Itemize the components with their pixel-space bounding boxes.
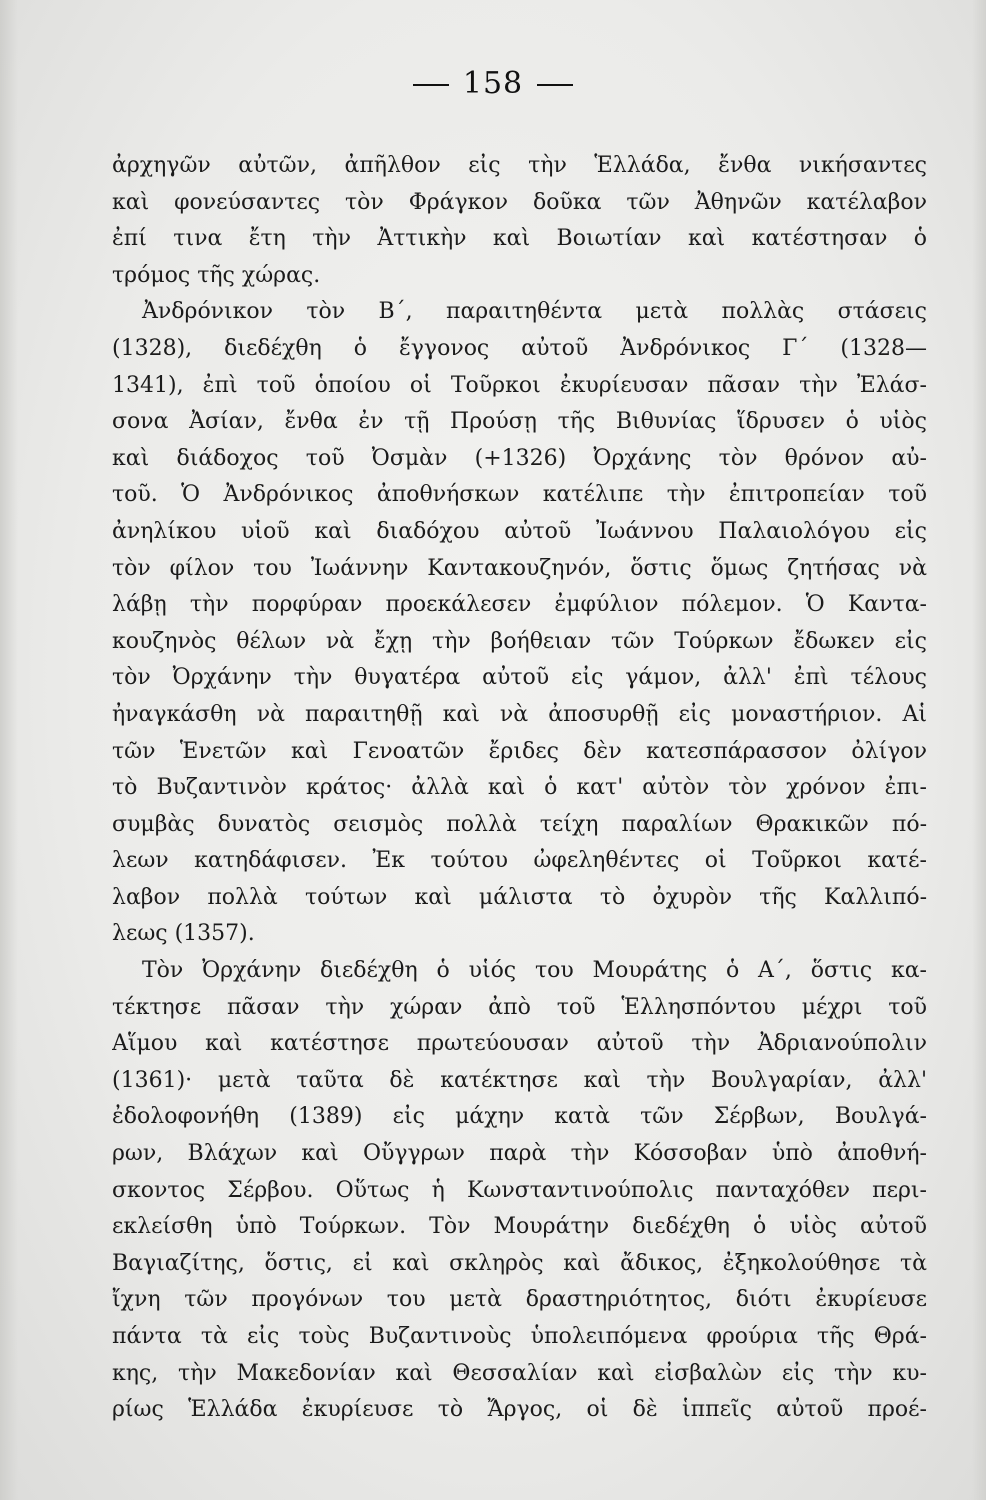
text-line: τὸν Ὀρχάνην τὴν θυγατέρα αὐτοῦ εἰς γάμον, ἀλλ' ἐπὶ τέλους xyxy=(112,665,927,691)
text-line: τέκτησε πᾶσαν τὴν χώραν ἀπὸ τοῦ Ἑλλησπόντου μέχρι τοῦ xyxy=(112,994,927,1020)
text-line: λεως (1357). xyxy=(112,921,255,947)
text-line: κουζηνὸς θέλων νὰ ἔχῃ τὴν βοήθειαν τῶν Τούρκων ἔδωκεν εἰς xyxy=(112,628,927,654)
header-left-dash xyxy=(413,84,449,86)
text-line: ἀρχηγῶν αὐτῶν, ἀπῆλθον εἰς τὴν Ἑλλάδα, ἔνθα νικήσαντες xyxy=(112,153,927,178)
text-line: Τὸν Ὀρχάνην διεδέχθη ὁ υἱός του Μουράτης ὁ Α΄, ὅστις κα- xyxy=(142,958,927,984)
text-line: (1361)· μετὰ ταῦτα δὲ κατέκτησε καὶ τὴν Βουλγαρίαν, ἀλλ' xyxy=(112,1067,927,1093)
text-line: τοῦ. Ὁ Ἀνδρόνικος ἀποθνήσκων κατέλιπε τὴν ἐπιτροπείαν τοῦ xyxy=(112,482,927,508)
text-line: σκοντος Σέρβου. Οὕτως ἡ Κωνσταντινούπολις πανταχόθεν περι- xyxy=(112,1177,927,1203)
text-line: ἀνηλίκου υἱοῦ καὶ διαδόχου αὐτοῦ Ἰωάννου Παλαιολόγου εἰς xyxy=(112,518,927,544)
text-line: Βαγιαζίτης, ὅστις, εἰ καὶ σκληρὸς καὶ ἄδικος, ἐξηκολούθησε τὰ xyxy=(112,1250,927,1276)
page-number: 158 xyxy=(462,66,524,101)
header-right-dash xyxy=(537,84,573,86)
text-line: σονα Ἀσίαν, ἔνθα ἐν τῇ Προύσῃ τῆς Βιθυνίας ἵδρυσεν ὁ υἱὸς xyxy=(112,409,927,435)
text-line: κης, τὴν Μακεδονίαν καὶ Θεσσαλίαν καὶ εἰσβαλὼν εἰς τὴν κυ- xyxy=(112,1360,927,1386)
text-line: ἴχνη τῶν προγόνων του μετὰ δραστηριότητος, διότι ἐκυρίευσε xyxy=(112,1287,927,1313)
text-line: τὸν φίλον του Ἰωάννην Καντακουζηνόν, ὅστις ὅμως ζητήσας νὰ xyxy=(112,555,927,581)
text-line: Αἵμου καὶ κατέστησε πρωτεύουσαν αὐτοῦ τὴν Ἀδριανούπολιν xyxy=(112,1031,927,1057)
text-line: λαβον πολλὰ τούτων καὶ μάλιστα τὸ ὀχυρὸν τῆς Καλλιπό- xyxy=(112,884,927,910)
text-line: Ἀνδρόνικον τὸν Β΄, παραιτηθέντα μετὰ πολλὰς στάσεις xyxy=(142,299,927,325)
page-number-header xyxy=(0,66,986,101)
text-line: καὶ διάδοχος τοῦ Ὀσμὰν (+1326) Ὀρχάνης τὸν θρόνον αὐ- xyxy=(112,445,927,471)
page-right-edge-shadow xyxy=(972,0,986,1500)
text-line: (1328), διεδέχθη ὁ ἔγγονος αὐτοῦ Ἀνδρόνικος Γ΄ (1328— xyxy=(112,335,927,361)
text-line: συμβὰς δυνατὸς σεισμὸς πολλὰ τείχη παραλίων Θρακικῶν πό- xyxy=(112,811,927,837)
text-line: πάντα τὰ εἰς τοὺς Βυζαντινοὺς ὑπολειπόμενα φρούρια τῆς Θρά- xyxy=(112,1324,927,1349)
body-text xyxy=(112,148,927,1429)
text-line: 1341), ἐπὶ τοῦ ὁποίου οἱ Τοῦρκοι ἐκυρίευσαν πᾶσαν τὴν Ἐλάσ- xyxy=(112,372,927,398)
page-left-edge-shadow xyxy=(0,0,18,1500)
text-line: τρόμος τῆς χώρας. xyxy=(112,262,321,288)
text-line: τὸ Βυζαντινὸν κράτος· ἀλλὰ καὶ ὁ κατ' αὐτὸν τὸν χρόνον ἐπι- xyxy=(112,775,927,801)
text-line: τῶν Ἑνετῶν καὶ Γενοατῶν ἔριδες δὲν κατεσπάρασσον ὀλίγον xyxy=(112,738,927,764)
text-line: λεων κατηδάφισεν. Ἐκ τούτου ὠφεληθέντες οἱ Τοῦρκοι κατέ- xyxy=(112,848,927,874)
text-line: ἐδολοφονήθη (1389) εἰς μάχην κατὰ τῶν Σέρβων, Βουλγά- xyxy=(112,1104,927,1130)
text-line: ἐπί τινα ἔτη τὴν Ἀττικὴν καὶ Βοιωτίαν καὶ κατέστησαν ὁ xyxy=(112,226,927,252)
text-line: λάβῃ τὴν πορφύραν προεκάλεσεν ἐμφύλιον πόλεμον. Ὁ Καντα- xyxy=(112,592,927,618)
text-line: ρων, Βλάχων καὶ Οὔγγρων παρὰ τὴν Κόσσοβαν ὑπὸ ἀποθνή- xyxy=(112,1141,927,1167)
text-line: ρίως Ἑλλάδα ἐκυρίευσε τὸ Ἄργος, οἱ δὲ ἱππεῖς αὐτοῦ προέ- xyxy=(112,1397,927,1423)
text-line: εκλείσθη ὑπὸ Τούρκων. Τὸν Μουράτην διεδέχθη ὁ υἱὸς αὐτοῦ xyxy=(112,1214,927,1240)
text-line: καὶ φονεύσαντες τὸν Φράγκον δοῦκα τῶν Ἀθηνῶν κατέλαβον xyxy=(112,189,927,215)
text-line: ἠναγκάσθη νὰ παραιτηθῇ καὶ νὰ ἀποσυρθῇ εἰς μοναστήριον. Αἱ xyxy=(112,701,927,727)
